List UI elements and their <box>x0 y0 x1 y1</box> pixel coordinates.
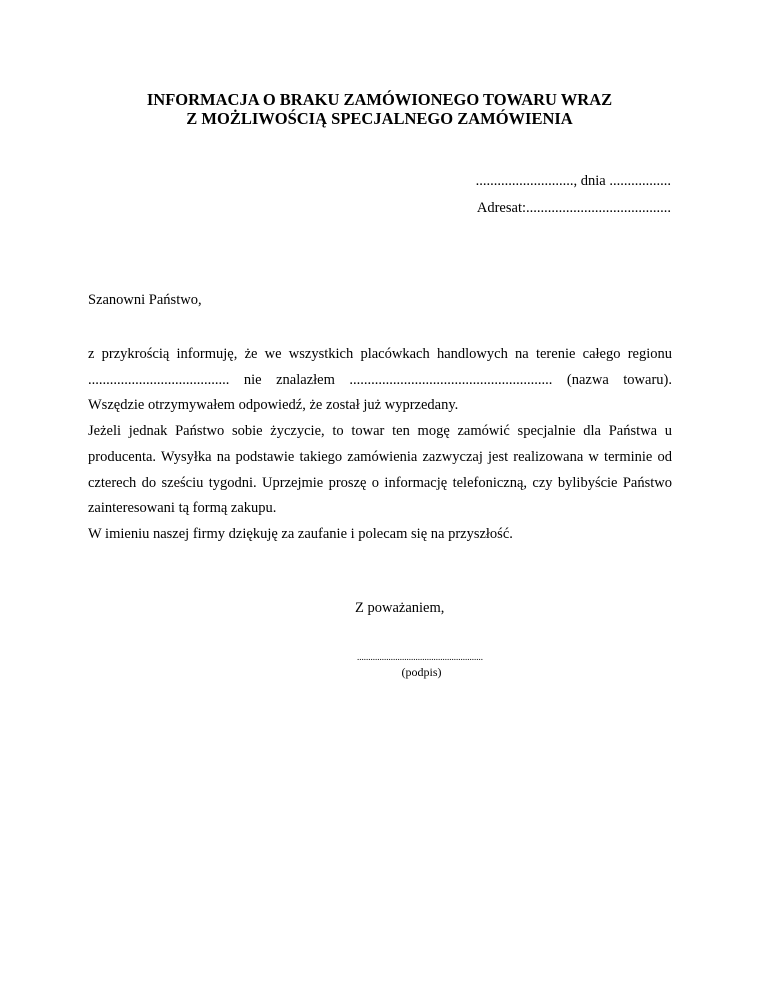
signature-line: ........................................................ <box>357 652 483 662</box>
paragraph-3: W imieniu naszej firmy dziękuję za zaufanie i polecam się na przyszłość. <box>88 525 513 542</box>
letter-body <box>88 342 672 548</box>
paragraph-2: Jeżeli jednak Państwo sobie życzycie, to towar ten mogę zamówić specjalnie dla Państwa u producenta. Wysyłka na podstawie takiego zamówienia zazwyczaj jest realizowana w terminie od czterech do sześciu tygodni. Uprzejmie proszę o informację telefoniczną, czy bylibyście Państwo zainteresowani tą formą zakupu. <box>88 423 672 517</box>
closing-phrase: Z poważaniem, <box>355 600 445 616</box>
document-title <box>88 90 671 128</box>
addressee-line: Adresat:........................................ <box>476 200 671 216</box>
greeting: Szanowni Państwo, <box>88 292 202 308</box>
title-line-1: INFORMACJA O BRAKU ZAMÓWIONEGO TOWARU WRAZ <box>146 90 613 109</box>
place-date-line: ..........................., dnia ................. <box>475 173 671 189</box>
title-line-2: Z MOŻLIWOŚCIĄ SPECJALNEGO ZAMÓWIENIA <box>186 109 573 128</box>
paragraph-1: z przykrością informuję, że we wszystkich placówkach handlowych na terenie całego regionu ....................................... nie znalazłem ........................................................ (nazwa towaru). Wszędzie otrzymywałem odpowiedź, że został już wyprzedany. <box>88 346 672 414</box>
signature-label: (podpis) <box>401 665 442 679</box>
